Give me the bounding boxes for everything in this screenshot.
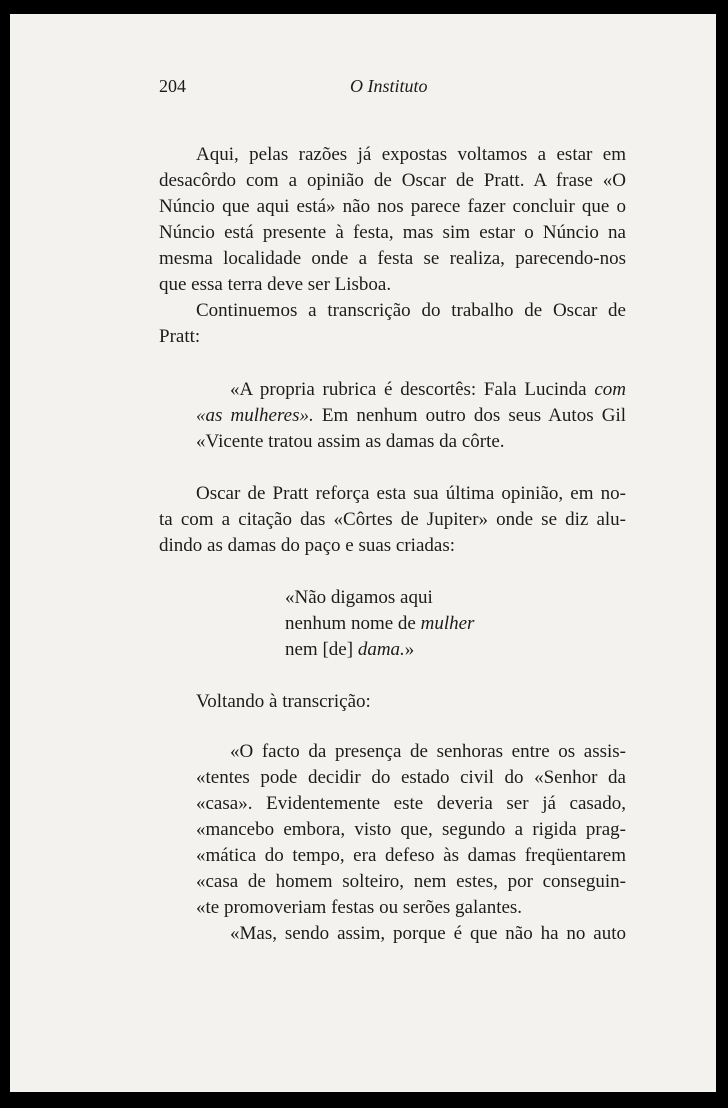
quote-line [230,377,626,403]
page-header [10,76,716,102]
paragraph-line: Núncio que aqui está» não nos parece fazer concluir que o [159,196,626,217]
quote-line: «te promoveriam festas ou serões galantes. [196,897,523,918]
quote-text: Em nenhum outro dos seus Autos Gil [321,405,627,426]
quote-line [196,403,626,429]
verse-italic: mulher [420,613,475,634]
paragraph-line: que essa terra deve ser Lisboa. [159,274,392,295]
verse-text: nenhum nome de [285,613,416,634]
paragraph-line: Voltando à transcrição: [196,691,371,712]
paragraph-line: dindo as damas do paço e suas criadas: [159,535,455,556]
quote-line: «Mas, sendo assim, porque é que não ha no auto [230,923,626,944]
quote-italic: «as mulheres». [196,405,314,426]
quote-italic: com [594,379,626,400]
quote-line: «mancebo embora, visto que, segundo a rigida prag- [196,819,626,840]
document-page [10,14,716,1092]
verse-close: » [404,639,415,660]
verse-line [285,637,414,663]
quote-line: «casa». Evidentemente este deveria ser já casado, [196,793,626,814]
verse-italic: dama. [357,639,405,660]
page-number: 204 [159,76,186,96]
paragraph-line: desacôrdo com a opinião de Oscar de Pratt. A frase «O [159,170,626,191]
paragraph-line: Continuemos a transcrição do trabalho de Oscar de [196,300,626,321]
quote-line: «O facto da presença de senhoras entre os assis- [230,741,626,762]
running-title: O Instituto [350,76,428,96]
paragraph-line: mesma localidade onde a festa se realiza, parecendo-nos [159,248,626,269]
paragraph-line: Núncio está presente à festa, mas sim estar o Núncio na [159,222,626,243]
quote-line: «tentes pode decidir do estado civil do «Senhor da [196,767,626,788]
quote-line: «casa de homem solteiro, nem estes, por conseguin- [196,871,626,892]
verse-line [285,611,474,637]
quote-line: «mática do tempo, era defeso às damas freqüentarem [196,845,626,866]
paragraph-line: Oscar de Pratt reforça esta sua última opinião, em no- [196,483,626,504]
verse-line: «Não digamos aqui [285,587,433,608]
quote-line: «Vicente tratou assim as damas da côrte. [196,431,505,452]
paragraph-line: Aqui, pelas razões já expostas voltamos a estar em [196,144,626,165]
paragraph-line: Pratt: [159,326,201,347]
paragraph-line: ta com a citação das «Côrtes de Jupiter» onde se diz alu- [159,509,626,530]
quote-text: «A propria rubrica é descortês: Fala Lucinda [230,379,587,400]
verse-text: nem [de] [285,639,354,660]
